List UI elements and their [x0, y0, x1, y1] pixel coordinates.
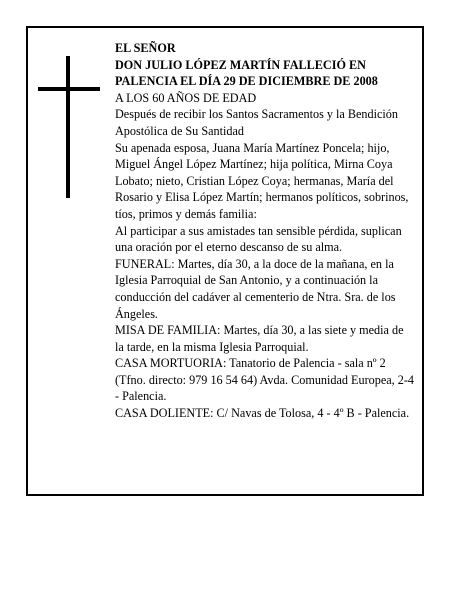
sacraments-paragraph: Después de recibir los Santos Sacramentos y la Bendición Apostólica de Su Santidad: [115, 107, 398, 138]
mortuary-paragraph: CASA MORTUORIA: Tanatorio de Palencia - sala nº 2 (Tfno. directo: 979 16 54 64) Avda. Comunidad Europea, 2-4 - Palencia.: [115, 356, 414, 404]
obituary-notice: [26, 26, 424, 496]
deceased-name-line: DON JULIO LÓPEZ MARTÍN FALLECIÓ EN PALENCIA EL DÍA 29 DE DICIEMBRE DE 2008: [115, 57, 378, 89]
prayer-request-paragraph: Al participar a sus amistades tan sensible pérdida, suplican una oración por el eterno descanso de su alma.: [115, 223, 402, 255]
notice-text: [115, 40, 415, 422]
cross-horizontal-bar: [38, 87, 100, 91]
funeral-paragraph: FUNERAL: Martes, día 30, a la doce de la mañana, en la Iglesia Parroquial de San Antonio, y a continuación la conducción del cadáver al cementerio de Ntra. Sra. de los Ángeles.: [115, 256, 396, 321]
age-line: A LOS 60 AÑOS DE EDAD: [115, 90, 257, 105]
family-paragraph: Su apenada esposa, Juana María Martínez Poncela; hijo, Miguel Ángel López Martínez; hija política, Mirna Coya Lobato; nieto, Cristian López Coya; hermanas, María del Rosario y Elisa López Martín; hermanos políticos, sobrinos, tíos, primos y demás familia:: [115, 140, 409, 221]
title-line: EL SEÑOR: [115, 41, 176, 55]
cross-icon: [38, 56, 100, 198]
mourning-house-paragraph: CASA DOLIENTE: C/ Navas de Tolosa, 4 - 4º B - Palencia.: [115, 406, 410, 421]
cross-vertical-bar: [66, 56, 70, 198]
family-mass-paragraph: MISA DE FAMILIA: Martes, día 30, a las siete y media de la tarde, en la misma Iglesia Parroquial.: [115, 323, 404, 354]
